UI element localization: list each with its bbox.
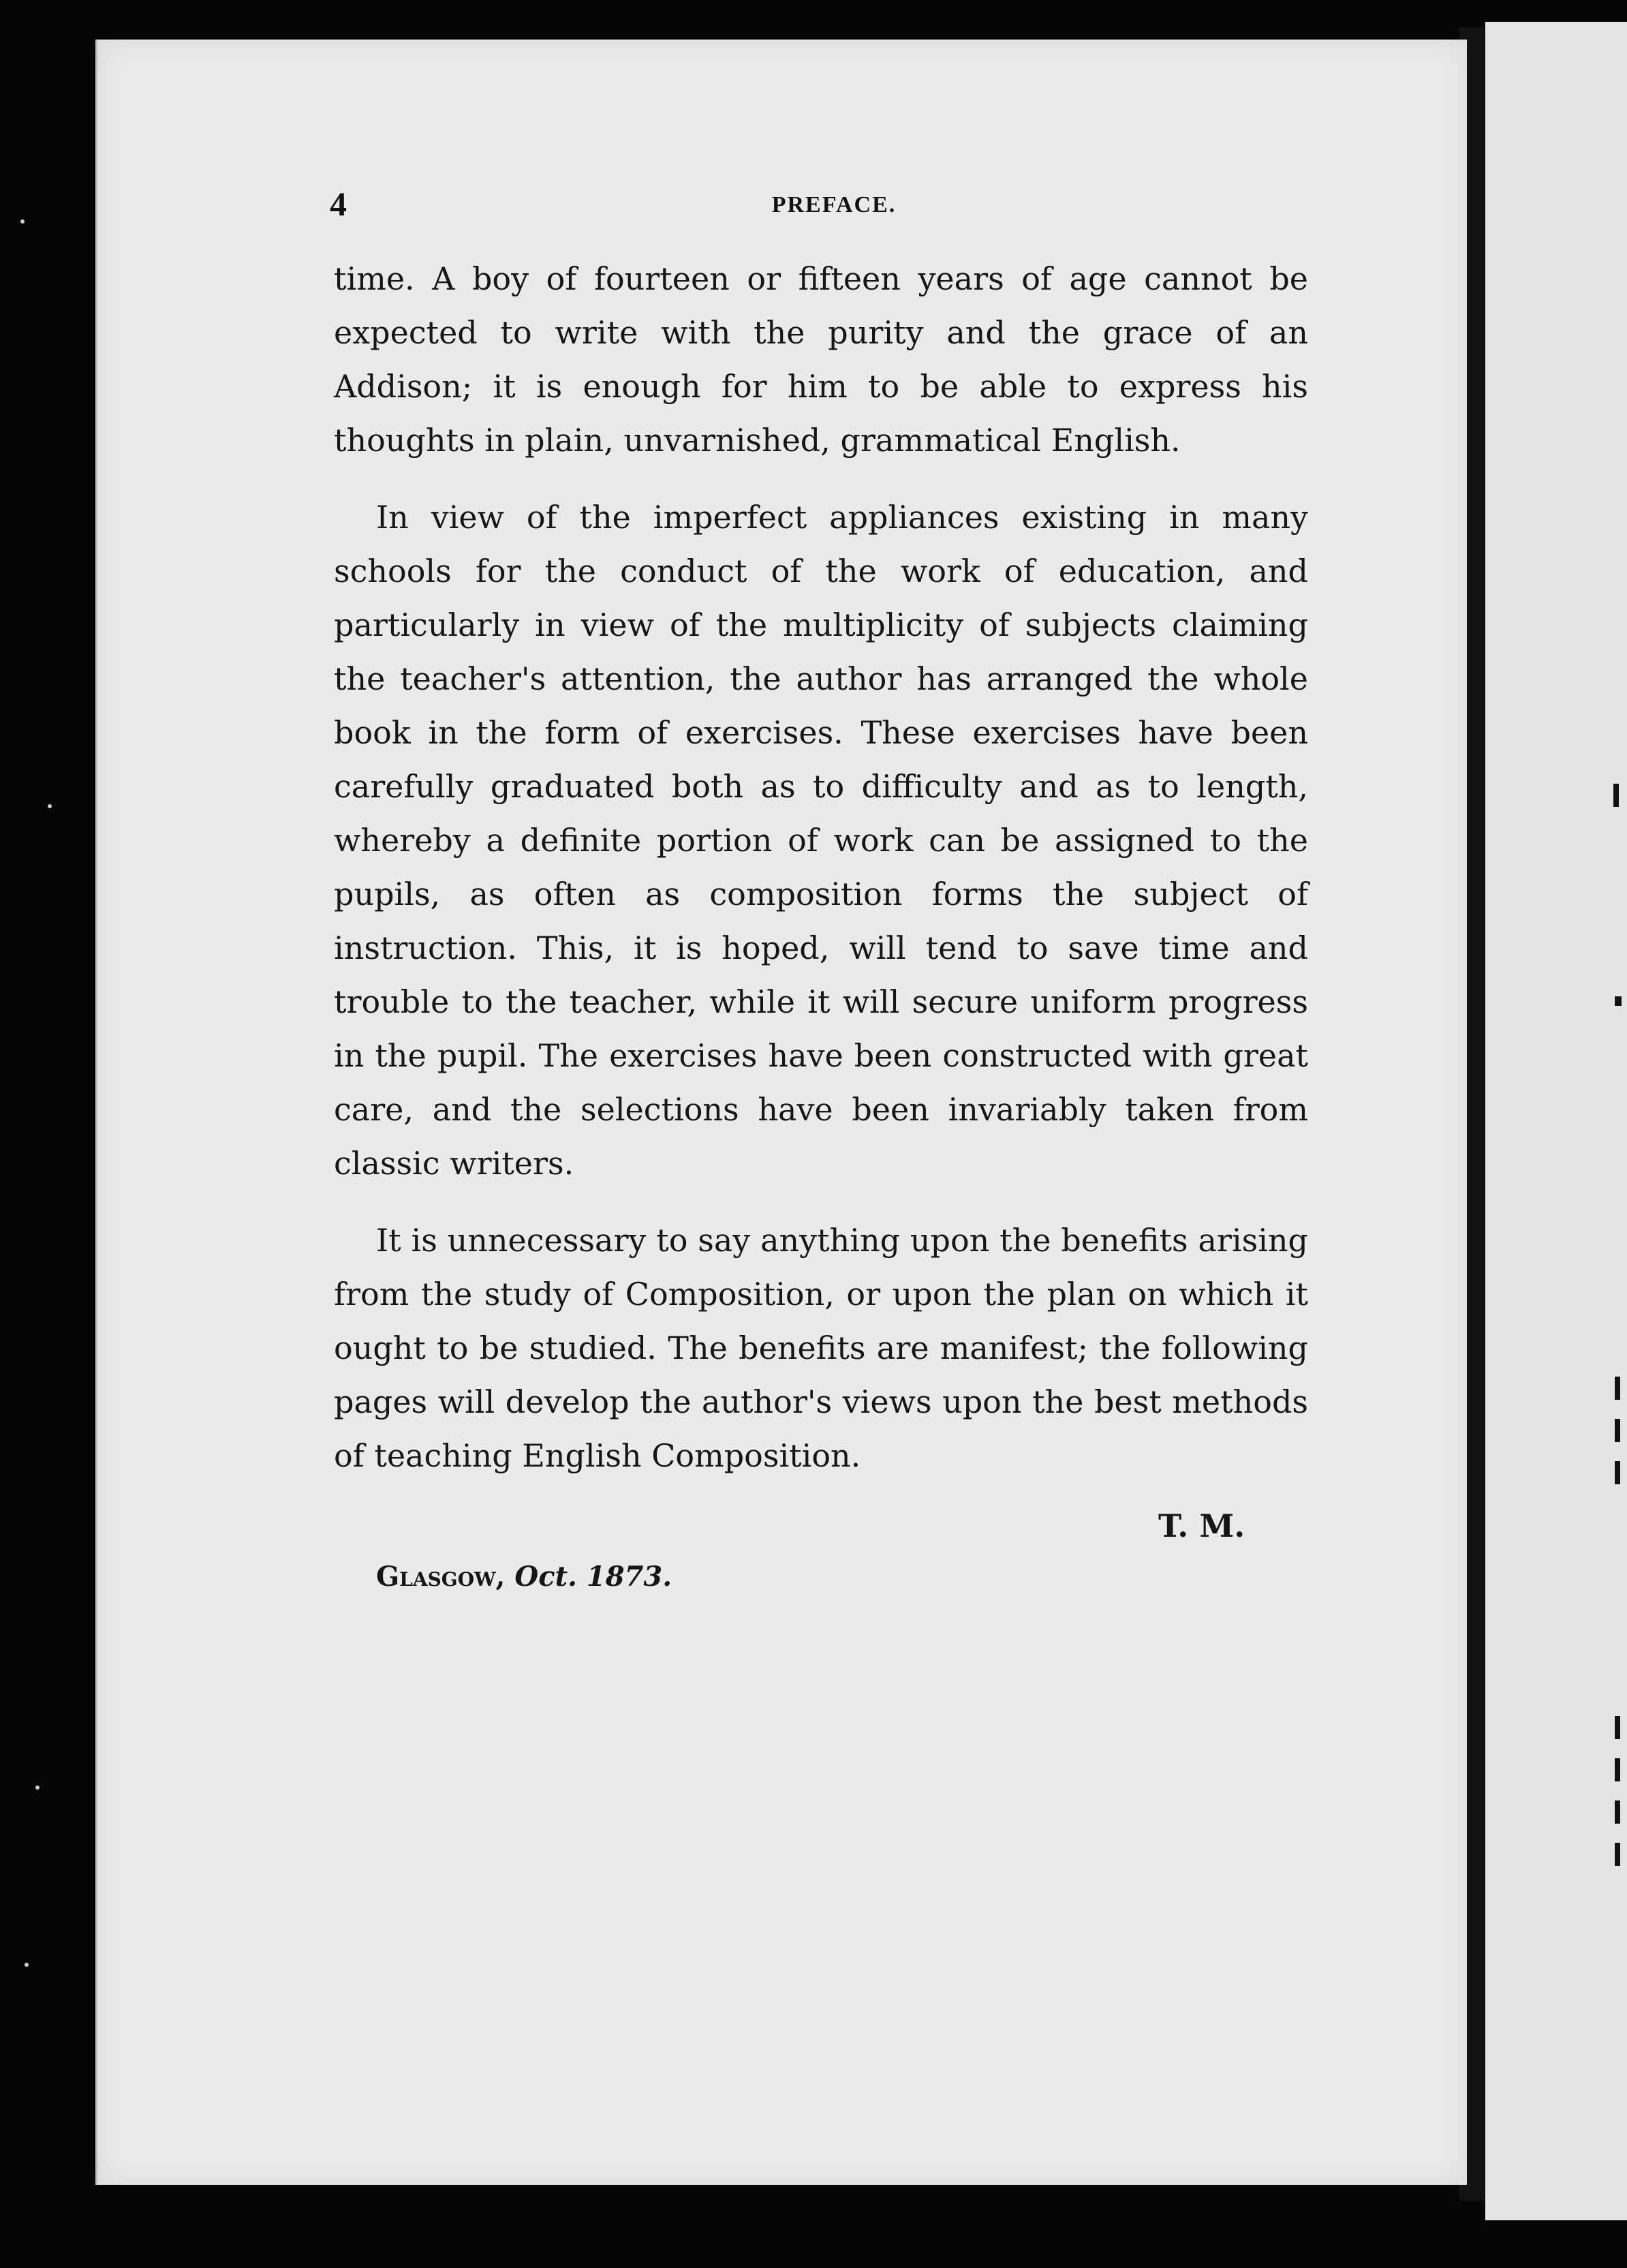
adjacent-page-mark [1615, 1461, 1620, 1484]
dateline [376, 1561, 672, 1593]
adjacent-page-mark [1615, 1377, 1620, 1400]
adjacent-page-mark [1615, 1419, 1620, 1442]
preface-body [334, 252, 1308, 1506]
author-initials: T. M. [1158, 1507, 1245, 1544]
adjacent-page-mark [1615, 1716, 1620, 1739]
dust-speck [48, 804, 52, 808]
adjacent-page-mark [1615, 1758, 1620, 1781]
adjacent-page-mark [1613, 784, 1619, 807]
dateline-place: Glasgow, [376, 1561, 506, 1593]
paragraph-continuation: time. A boy of fourteen or fifteen years of age cannot be expected to write with the purity and the grace of an Addison; it is enough for him to be able to express his thoughts in plain, unvarnished, grammatical English. [334, 260, 1308, 459]
dust-speck [25, 1963, 29, 1967]
dust-speck [20, 219, 25, 224]
paragraph-benefits: It is unnecessary to say anything upon the benefits arising from the study of Composition, or upon the plan on which it ought to be studied. The benefits are manifest; the following pages will develop the author's views upon the best methods of teaching English Composition. [334, 1222, 1308, 1474]
adjacent-page-mark [1615, 996, 1622, 1006]
page-header [330, 184, 1338, 232]
page-number: 4 [330, 185, 347, 223]
adjacent-page-mark [1615, 1843, 1620, 1866]
dateline-date: Oct. 1873. [514, 1561, 672, 1593]
paragraph-exercises: In view of the imperfect appliances existing in many schools for the conduct of the work of education, and particularly in view of the multiplicity of subjects claiming the teacher's attention, the author has arranged the whole book in the form of exercises. These exercises have been carefully graduated both as to difficulty and as to length, whereby a definite portion of work can be assigned to the pupils, as often as composition forms the subject of instruction. This, it is hoped, will tend to save time and trouble to the teacher, while it will secure uniform progress in the pupil. The exercises have been constructed with great care, and the selections have been invariably taken from classic writers. [334, 499, 1308, 1182]
running-head: PREFACE. [771, 192, 897, 217]
dust-speck [35, 1786, 40, 1790]
adjacent-page-edge [1485, 22, 1627, 2220]
adjacent-page-mark [1615, 1800, 1620, 1824]
